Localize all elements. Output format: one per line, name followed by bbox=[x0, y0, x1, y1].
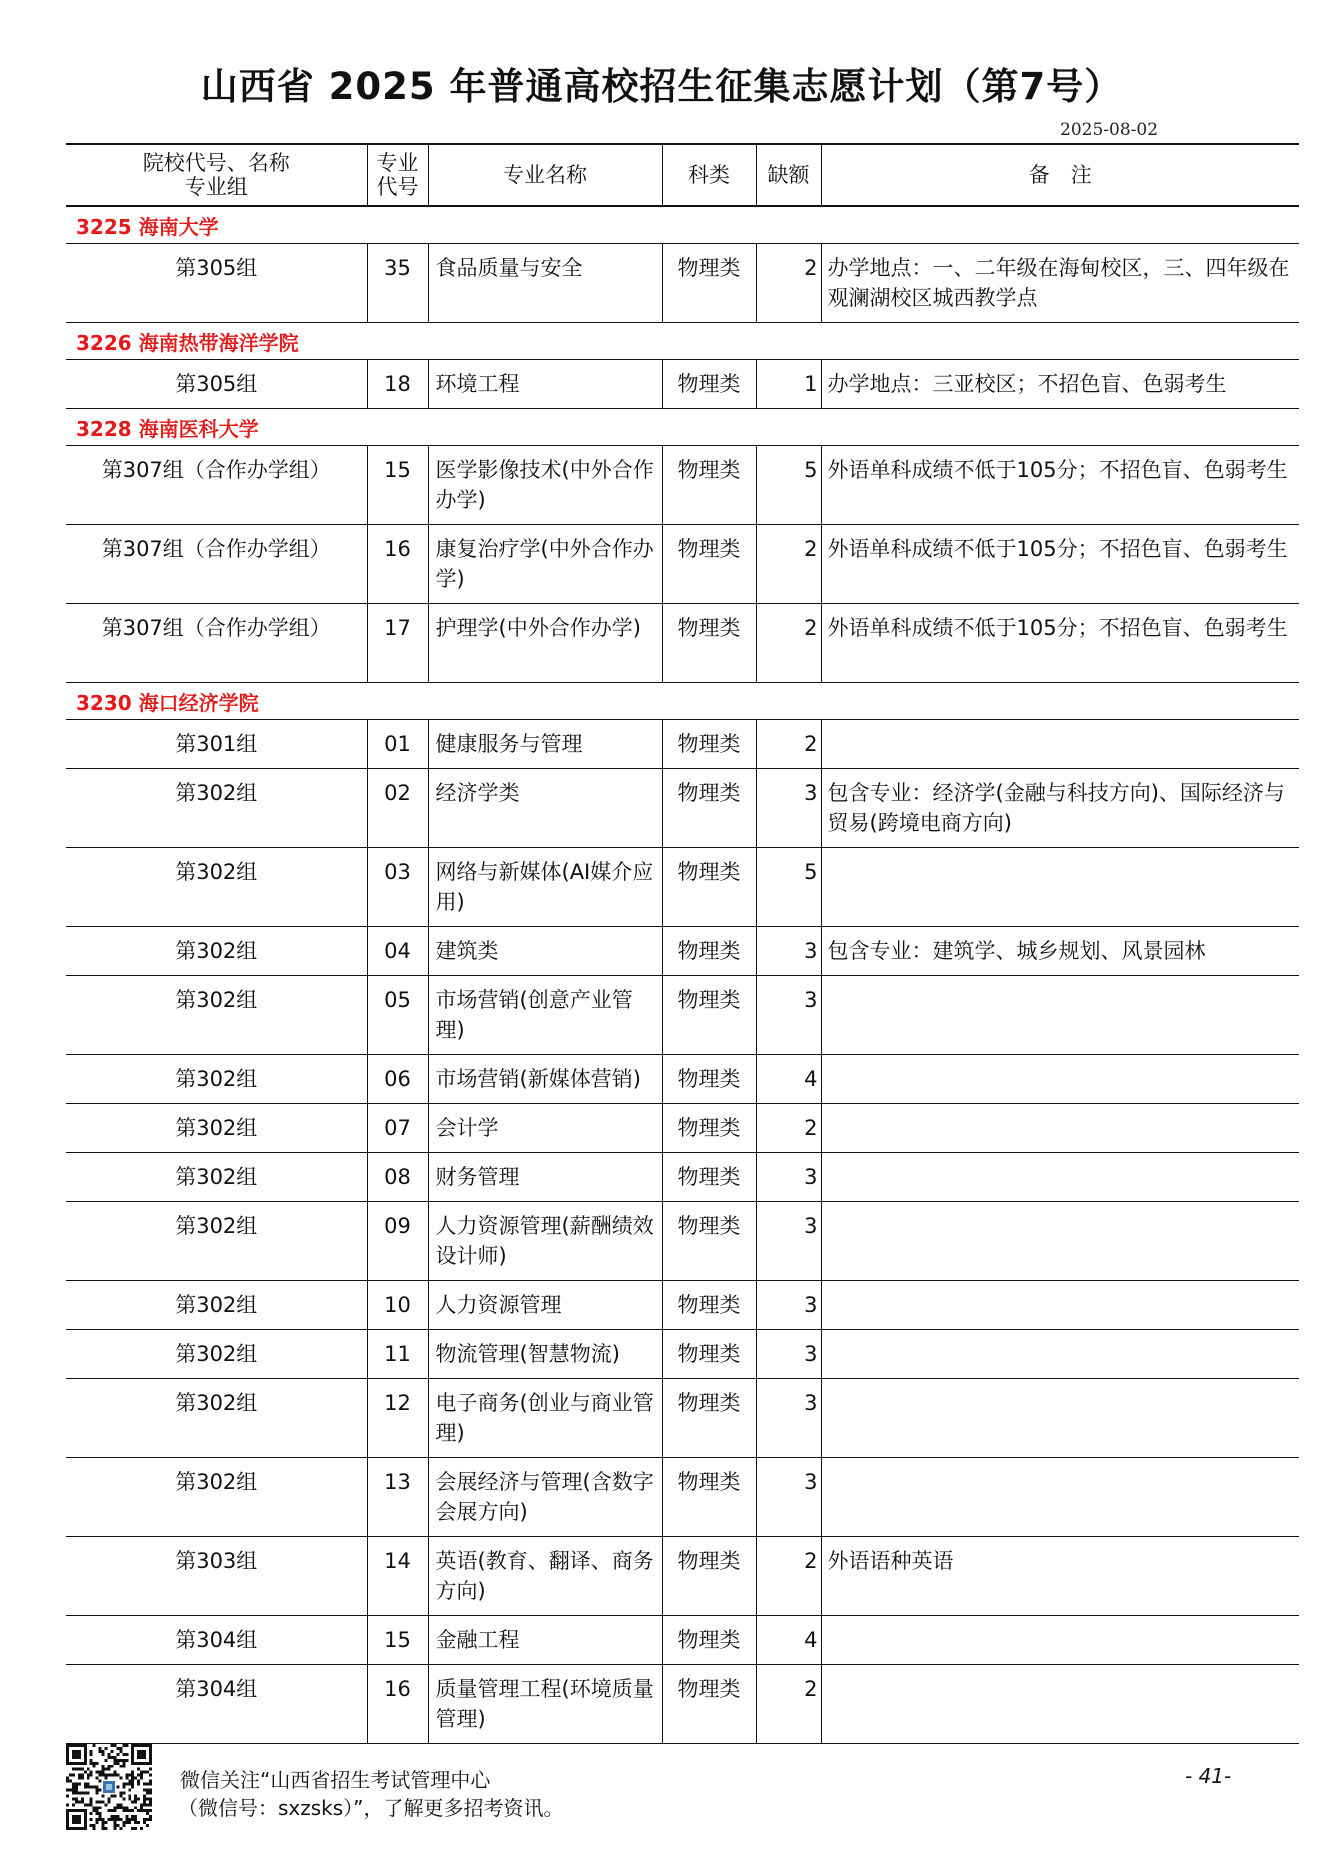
group-cell: 第302组 bbox=[66, 1104, 367, 1153]
remarks-cell bbox=[821, 1458, 1299, 1537]
vacancy-cell: 3 bbox=[756, 927, 821, 976]
category-cell: 物理类 bbox=[662, 720, 756, 769]
major-name-cell: 电子商务(创业与商业管理) bbox=[428, 1379, 662, 1458]
major-name-cell: 康复治疗学(中外合作办学) bbox=[428, 525, 662, 604]
group-cell: 第302组 bbox=[66, 927, 367, 976]
major-code-cell: 35 bbox=[367, 244, 428, 323]
major-name-cell: 网络与新媒体(AI媒介应用) bbox=[428, 848, 662, 927]
school-name: 3225 海南大学 bbox=[66, 206, 1299, 244]
category-cell: 物理类 bbox=[662, 1281, 756, 1330]
footer-wechat-line1: 微信关注“山西省招生考试管理中心 bbox=[180, 1768, 491, 1792]
major-name-cell: 人力资源管理 bbox=[428, 1281, 662, 1330]
remarks-cell bbox=[821, 1055, 1299, 1104]
table-row bbox=[66, 1104, 1299, 1153]
school-name: 3230 海口经济学院 bbox=[66, 683, 1299, 720]
group-cell: 第302组 bbox=[66, 976, 367, 1055]
major-name-cell: 健康服务与管理 bbox=[428, 720, 662, 769]
vacancy-cell: 3 bbox=[756, 1458, 821, 1537]
remarks-cell bbox=[821, 1281, 1299, 1330]
table-row bbox=[66, 1153, 1299, 1202]
major-code-cell: 10 bbox=[367, 1281, 428, 1330]
major-name-cell: 医学影像技术(中外合作办学) bbox=[428, 446, 662, 525]
publish-date: 2025-08-02 bbox=[1060, 120, 1159, 140]
major-name-cell: 财务管理 bbox=[428, 1153, 662, 1202]
table-row bbox=[66, 1458, 1299, 1537]
remarks-cell bbox=[821, 1153, 1299, 1202]
category-cell: 物理类 bbox=[662, 1616, 756, 1665]
vacancy-cell: 4 bbox=[756, 1055, 821, 1104]
remarks-cell bbox=[821, 1104, 1299, 1153]
header-major-name: 专业名称 bbox=[428, 144, 662, 206]
vacancy-cell: 2 bbox=[756, 604, 821, 683]
group-cell: 第302组 bbox=[66, 1153, 367, 1202]
major-code-cell: 05 bbox=[367, 976, 428, 1055]
vacancy-cell: 3 bbox=[756, 1202, 821, 1281]
major-code-cell: 03 bbox=[367, 848, 428, 927]
category-cell: 物理类 bbox=[662, 1104, 756, 1153]
header-vacancy: 缺额 bbox=[756, 144, 821, 206]
table-row bbox=[66, 769, 1299, 848]
footer-wechat-line2: （微信号：sxzsks）”，了解更多招考资讯。 bbox=[178, 1796, 564, 1820]
remarks-cell: 办学地点：一、二年级在海甸校区，三、四年级在观澜湖校区城西教学点 bbox=[821, 244, 1299, 323]
major-code-cell: 12 bbox=[367, 1379, 428, 1458]
remarks-cell bbox=[821, 1379, 1299, 1458]
major-name-cell: 物流管理(智慧物流) bbox=[428, 1330, 662, 1379]
table-row bbox=[66, 244, 1299, 323]
major-name-cell: 英语(教育、翻译、商务方向) bbox=[428, 1537, 662, 1616]
table-row bbox=[66, 927, 1299, 976]
remarks-cell bbox=[821, 1330, 1299, 1379]
category-cell: 物理类 bbox=[662, 244, 756, 323]
category-cell: 物理类 bbox=[662, 769, 756, 848]
table-row bbox=[66, 525, 1299, 604]
remarks-cell: 外语语种英语 bbox=[821, 1537, 1299, 1616]
table-row bbox=[66, 1055, 1299, 1104]
table-row bbox=[66, 976, 1299, 1055]
major-code-cell: 18 bbox=[367, 360, 428, 409]
school-name: 3226 海南热带海洋学院 bbox=[66, 323, 1299, 360]
major-code-cell: 17 bbox=[367, 604, 428, 683]
table-row bbox=[66, 1330, 1299, 1379]
group-cell: 第303组 bbox=[66, 1537, 367, 1616]
vacancy-cell: 3 bbox=[756, 769, 821, 848]
group-cell: 第304组 bbox=[66, 1616, 367, 1665]
vacancy-cell: 4 bbox=[756, 1616, 821, 1665]
major-code-cell: 13 bbox=[367, 1458, 428, 1537]
school-header-row bbox=[66, 206, 1299, 244]
remarks-cell bbox=[821, 848, 1299, 927]
vacancy-cell: 1 bbox=[756, 360, 821, 409]
major-code-cell: 04 bbox=[367, 927, 428, 976]
remarks-cell bbox=[821, 1202, 1299, 1281]
school-name: 3228 海南医科大学 bbox=[66, 409, 1299, 446]
vacancy-cell: 2 bbox=[756, 1104, 821, 1153]
table-row bbox=[66, 1379, 1299, 1458]
vacancy-cell: 5 bbox=[756, 446, 821, 525]
category-cell: 物理类 bbox=[662, 525, 756, 604]
major-name-cell: 护理学(中外合作办学) bbox=[428, 604, 662, 683]
group-cell: 第302组 bbox=[66, 1330, 367, 1379]
major-code-cell: 02 bbox=[367, 769, 428, 848]
major-code-cell: 15 bbox=[367, 1616, 428, 1665]
major-code-cell: 16 bbox=[367, 1665, 428, 1744]
major-code-cell: 14 bbox=[367, 1537, 428, 1616]
category-cell: 物理类 bbox=[662, 1055, 756, 1104]
group-cell: 第305组 bbox=[66, 244, 367, 323]
table-header-row bbox=[66, 144, 1299, 206]
table-row bbox=[66, 1537, 1299, 1616]
major-code-cell: 11 bbox=[367, 1330, 428, 1379]
major-name-cell: 市场营销(新媒体营销) bbox=[428, 1055, 662, 1104]
header-category: 科类 bbox=[662, 144, 756, 206]
major-name-cell: 市场营销(创意产业管理) bbox=[428, 976, 662, 1055]
category-cell: 物理类 bbox=[662, 1379, 756, 1458]
school-header-row bbox=[66, 323, 1299, 360]
vacancy-cell: 5 bbox=[756, 848, 821, 927]
remarks-cell: 外语单科成绩不低于105分；不招色盲、色弱考生 bbox=[821, 525, 1299, 604]
header-college: 院校代号、名称 专业组 bbox=[66, 144, 367, 206]
table-row bbox=[66, 604, 1299, 683]
table-row bbox=[66, 446, 1299, 525]
major-name-cell: 质量管理工程(环境质量管理) bbox=[428, 1665, 662, 1744]
remarks-cell bbox=[821, 976, 1299, 1055]
category-cell: 物理类 bbox=[662, 1202, 756, 1281]
vacancy-cell: 2 bbox=[756, 244, 821, 323]
table-row bbox=[66, 1202, 1299, 1281]
major-code-cell: 16 bbox=[367, 525, 428, 604]
table-row bbox=[66, 360, 1299, 409]
page-number: - 41- bbox=[1185, 1764, 1232, 1788]
category-cell: 物理类 bbox=[662, 360, 756, 409]
table-row bbox=[66, 848, 1299, 927]
category-cell: 物理类 bbox=[662, 446, 756, 525]
category-cell: 物理类 bbox=[662, 604, 756, 683]
page-footer bbox=[0, 1744, 1323, 1844]
remarks-cell: 外语单科成绩不低于105分；不招色盲、色弱考生 bbox=[821, 604, 1299, 683]
group-cell: 第302组 bbox=[66, 1458, 367, 1537]
category-cell: 物理类 bbox=[662, 1665, 756, 1744]
major-code-cell: 09 bbox=[367, 1202, 428, 1281]
major-code-cell: 08 bbox=[367, 1153, 428, 1202]
vacancy-cell: 2 bbox=[756, 1665, 821, 1744]
page-title: 山西省 2025 年普通高校招生征集志愿计划（第7号） bbox=[200, 65, 1123, 108]
header-major-code: 专业 代号 bbox=[367, 144, 428, 206]
vacancy-cell: 3 bbox=[756, 1330, 821, 1379]
table-row bbox=[66, 1616, 1299, 1665]
table-row bbox=[66, 720, 1299, 769]
major-name-cell: 金融工程 bbox=[428, 1616, 662, 1665]
major-name-cell: 食品质量与安全 bbox=[428, 244, 662, 323]
category-cell: 物理类 bbox=[662, 1458, 756, 1537]
vacancy-cell: 2 bbox=[756, 720, 821, 769]
remarks-cell: 办学地点：三亚校区；不招色盲、色弱考生 bbox=[821, 360, 1299, 409]
remarks-cell bbox=[821, 1665, 1299, 1744]
group-cell: 第307组（合作办学组） bbox=[66, 525, 367, 604]
major-name-cell: 建筑类 bbox=[428, 927, 662, 976]
group-cell: 第302组 bbox=[66, 1379, 367, 1458]
school-header-row bbox=[66, 409, 1299, 446]
remarks-cell bbox=[821, 720, 1299, 769]
vacancy-cell: 2 bbox=[756, 1537, 821, 1616]
school-header-row bbox=[66, 683, 1299, 720]
group-cell: 第302组 bbox=[66, 848, 367, 927]
major-code-cell: 01 bbox=[367, 720, 428, 769]
major-code-cell: 06 bbox=[367, 1055, 428, 1104]
admission-plan-table bbox=[66, 143, 1299, 1744]
major-name-cell: 会计学 bbox=[428, 1104, 662, 1153]
group-cell: 第302组 bbox=[66, 1055, 367, 1104]
qr-code-icon bbox=[66, 1744, 152, 1830]
group-cell: 第301组 bbox=[66, 720, 367, 769]
table-row bbox=[66, 1665, 1299, 1744]
group-cell: 第302组 bbox=[66, 1281, 367, 1330]
major-name-cell: 经济学类 bbox=[428, 769, 662, 848]
major-name-cell: 环境工程 bbox=[428, 360, 662, 409]
category-cell: 物理类 bbox=[662, 927, 756, 976]
group-cell: 第302组 bbox=[66, 1202, 367, 1281]
vacancy-cell: 3 bbox=[756, 1379, 821, 1458]
remarks-cell bbox=[821, 1616, 1299, 1665]
group-cell: 第302组 bbox=[66, 769, 367, 848]
major-name-cell: 会展经济与管理(含数字会展方向) bbox=[428, 1458, 662, 1537]
header-remarks: 备 注 bbox=[821, 144, 1299, 206]
group-cell: 第305组 bbox=[66, 360, 367, 409]
group-cell: 第307组（合作办学组） bbox=[66, 446, 367, 525]
vacancy-cell: 3 bbox=[756, 976, 821, 1055]
remarks-cell: 包含专业：建筑学、城乡规划、风景园林 bbox=[821, 927, 1299, 976]
major-code-cell: 15 bbox=[367, 446, 428, 525]
remarks-cell: 包含专业：经济学(金融与科技方向)、国际经济与贸易(跨境电商方向) bbox=[821, 769, 1299, 848]
category-cell: 物理类 bbox=[662, 848, 756, 927]
vacancy-cell: 3 bbox=[756, 1281, 821, 1330]
vacancy-cell: 3 bbox=[756, 1153, 821, 1202]
group-cell: 第304组 bbox=[66, 1665, 367, 1744]
category-cell: 物理类 bbox=[662, 976, 756, 1055]
category-cell: 物理类 bbox=[662, 1537, 756, 1616]
remarks-cell: 外语单科成绩不低于105分；不招色盲、色弱考生 bbox=[821, 446, 1299, 525]
category-cell: 物理类 bbox=[662, 1153, 756, 1202]
table-row bbox=[66, 1281, 1299, 1330]
table-body bbox=[66, 206, 1299, 1744]
group-cell: 第307组（合作办学组） bbox=[66, 604, 367, 683]
vacancy-cell: 2 bbox=[756, 525, 821, 604]
major-code-cell: 07 bbox=[367, 1104, 428, 1153]
category-cell: 物理类 bbox=[662, 1330, 756, 1379]
major-name-cell: 人力资源管理(薪酬绩效设计师) bbox=[428, 1202, 662, 1281]
